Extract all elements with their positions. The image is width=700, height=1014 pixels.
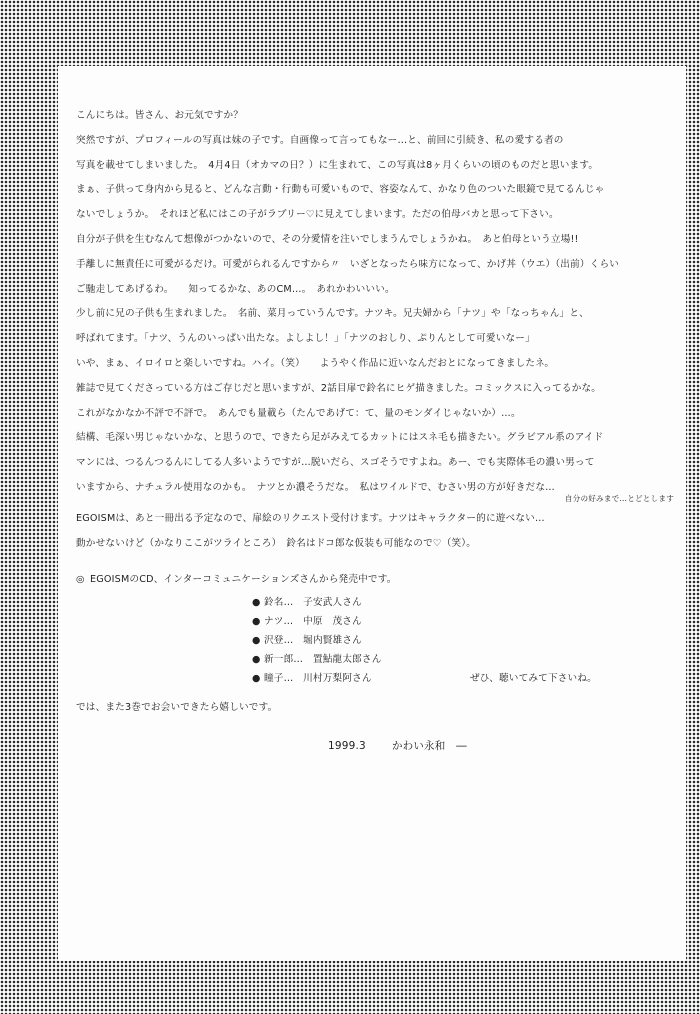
- cast-item: [76, 612, 676, 631]
- letter-line: マンには、つるんつるんにしてる人多いようですが…脱いだら、スゴそうですよね。あー、でも実際体毛の濃い男って: [76, 457, 595, 469]
- circle-marker-icon: ◎: [76, 574, 85, 586]
- listen-note: ぜひ、聴いてみて下さいね。: [470, 673, 597, 685]
- bullet-icon: ●: [252, 616, 261, 628]
- cast-item: [76, 631, 676, 650]
- cast-entry: 沢登… 堀内賢雄さん: [264, 635, 362, 647]
- letter-line: まぁ、子供って身内から見ると、どんな言動・行動も可愛いもので、容姿なんて、かなり色のついた眼鏡で見てるんじゃ: [76, 184, 605, 196]
- letter-line: 手離しに無責任に可愛がるだけ。可愛がられるんですから〃 いざとなったら味方になって、かげ丼（ウエ）（出前）くらい: [76, 258, 620, 270]
- cast-item: [76, 669, 676, 688]
- cast-item: [76, 593, 676, 612]
- letter-line: これがなかなか不評で不評で。 あんでも量載ら（たんであげて：て、量のモンダイじゃないか）…。: [76, 407, 521, 419]
- letter-line: ないでしょうか。 それほど私にはこの子がラブリー♡に見えてしまいます。ただの伯母バカと思って下さい。: [76, 209, 559, 221]
- cast-entry: 新一郎… 置鮎龍太郎さん: [264, 654, 382, 666]
- letter-line: 写真を載せてしまいました。 4月4日（オカマの日？）に生まれて、この写真は8ヶ月くらいの頃のものだと思います。: [76, 159, 599, 171]
- signature: [76, 731, 676, 761]
- letter-line: 呼ばれてます。「ナツ、うんのいっぱい出たな。よしよし！」「ナツのおしり、ぷりんとして可愛いなー」: [76, 333, 535, 345]
- bullet-icon: ●: [252, 635, 261, 647]
- author-name: かわい永和 ―: [391, 739, 467, 752]
- letter-page: [58, 66, 686, 961]
- letter-line: 自分が子供を生むなんて想像がつかないので、その分愛情を注いでしまうんでしょうかね。 あと伯母という立場!!: [76, 233, 579, 245]
- closing-line: では、また3巻でお会いできたら嬉しいです。: [76, 702, 278, 714]
- cast-item: [76, 650, 676, 669]
- bullet-icon: ●: [252, 597, 261, 609]
- letter-line: 結構、毛深い男じゃないかな、と思うので、できたら足がみえてるカットにはスネ毛も描きたい。グラビアル系のアイド: [76, 432, 604, 444]
- cast-entry: ナツ… 中原 茂さん: [264, 616, 362, 628]
- cd-intro-text: EGOISMのCD、インターコミュニケーションズさんから発売中です。: [90, 574, 397, 586]
- letter-date: 1999.3: [328, 739, 366, 752]
- side-note: 自分の好みまで…とどとします: [564, 493, 674, 503]
- letter-line: ご馳走してあげるわ。 知ってるかな、あのCM…。 あれかわいいい。: [76, 283, 395, 295]
- letter-line: 動かせないけど（かなりここがツライところ） 鈴名はドコ郎な仮装も可能なので♡（笑）。: [76, 537, 477, 549]
- bullet-icon: ●: [252, 654, 261, 666]
- cast-list: [76, 593, 676, 688]
- letter-line: いや、まぁ、イロイロと楽しいですね。ハイ。（笑） ようやく作品に近いなんだおとになってきましたネ。: [76, 357, 555, 369]
- cast-entry: 鈴名… 子安武人さん: [264, 597, 362, 609]
- letter-line: EGOISMは、あと一冊出る予定なので、扉絵のリクエスト受付けます。ナツはキャラクター的に遊べない…: [76, 512, 545, 524]
- afterword-letter: [76, 104, 676, 761]
- letter-line: こんにちは。皆さん、お元気ですか？: [76, 110, 244, 121]
- letter-line: 突然ですが、プロフィールの写真は妹の子です。自画像って言ってもなー…と、前回に引続き、私の愛する者の: [76, 134, 564, 146]
- cd-intro: [76, 568, 676, 593]
- cast-entry: 瞳子… 川村万梨阿さん: [264, 673, 372, 685]
- bullet-icon: ●: [252, 673, 261, 685]
- letter-line: 雑誌で見てくださっている方はご存じだと思いますが、2話目扉で鈴名にヒゲ描きました。コミックスに入ってるかな。: [76, 382, 602, 394]
- letter-line: 少し前に兄の子供も生まれました。 名前、菜月っていうんです。ナツキ。兄夫婦から「ナツ」や「なっちゃん」と、: [76, 308, 589, 320]
- letter-line: いますから、ナチュラル使用なのかも。 ナツとか濃そうだな。 私はワイルドで、むさい男の方が好きだな…: [76, 481, 555, 493]
